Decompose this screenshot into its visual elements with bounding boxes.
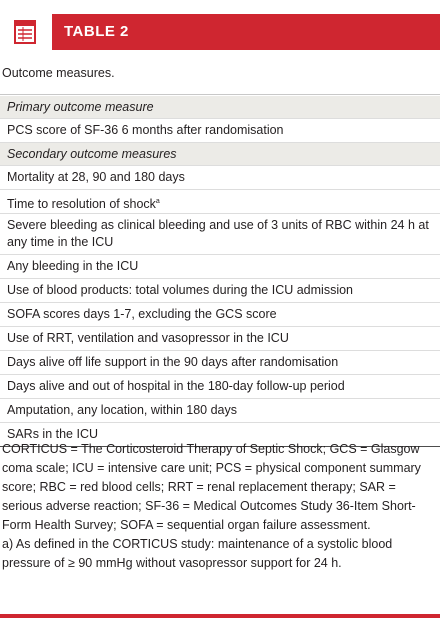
table-caption: Outcome measures. bbox=[2, 66, 115, 80]
row-text: Use of RRT, ventilation and vasopressor in the ICU bbox=[7, 331, 289, 345]
row-text: Days alive off life support in the 90 days after randomisation bbox=[7, 355, 339, 369]
row-text: Mortality at 28, 90 and 180 days bbox=[7, 170, 185, 184]
footnote-abbreviations: CORTICUS = The Corticosteroid Therapy of Septic Shock; GCS = Glasgow coma scale; ICU = intensive care unit; PCS = physical component summary score; RBC = red blood cells; RRT = renal replacement therapy; SAR = serious adverse reaction; SF-36 = Medical Outcomes Study 36-Item Short-Form Health Survey; SOFA = sequential organ failure assessment. bbox=[2, 442, 421, 532]
table-row bbox=[0, 279, 440, 303]
row-text: Use of blood products: total volumes during the ICU admission bbox=[7, 283, 354, 297]
row-text: Secondary outcome measures bbox=[7, 147, 177, 161]
header-divider bbox=[50, 14, 52, 50]
row-text: Any bleeding in the ICU bbox=[7, 259, 139, 273]
footnote-a: a) As defined in the CORTICUS study: maintenance of a systolic blood pressure of ≥ 90 mmHg without vasopressor support for 24 h. bbox=[2, 537, 393, 570]
table-top-rule bbox=[0, 94, 440, 95]
row-text: SOFA scores days 1-7, excluding the GCS score bbox=[7, 307, 277, 321]
row-text: Days alive and out of hospital in the 180-day follow-up period bbox=[7, 379, 345, 393]
section-heading-secondary bbox=[0, 143, 440, 166]
table-title: TABLE 2 bbox=[64, 23, 129, 40]
table-icon-box bbox=[0, 14, 50, 50]
table-header-bar bbox=[0, 14, 440, 50]
outcome-table bbox=[0, 96, 440, 447]
table-row bbox=[0, 351, 440, 375]
table-row bbox=[0, 375, 440, 399]
table-row bbox=[0, 303, 440, 327]
row-text: Time to resolution of shock bbox=[7, 197, 156, 212]
table-row bbox=[0, 399, 440, 423]
row-text: SARs in the ICU bbox=[7, 427, 99, 441]
footnote-marker: a bbox=[155, 198, 160, 205]
table-row bbox=[0, 166, 440, 190]
row-text: Amputation, any location, within 180 days bbox=[7, 403, 237, 417]
table-row bbox=[0, 214, 440, 255]
table-row bbox=[0, 327, 440, 351]
row-text: Primary outcome measure bbox=[7, 100, 154, 114]
section-heading-primary bbox=[0, 96, 440, 119]
table-icon bbox=[14, 20, 36, 44]
row-text: PCS score of SF-36 6 months after randomisation bbox=[7, 123, 284, 137]
table-footnote bbox=[2, 440, 436, 573]
row-text: Severe bleeding as clinical bleeding and use of 3 units of RBC within 24 h at any time in the ICU bbox=[7, 218, 429, 249]
table-bottom-rule bbox=[0, 614, 440, 618]
table-row bbox=[0, 190, 440, 214]
table-row bbox=[0, 255, 440, 279]
table-row bbox=[0, 119, 440, 143]
